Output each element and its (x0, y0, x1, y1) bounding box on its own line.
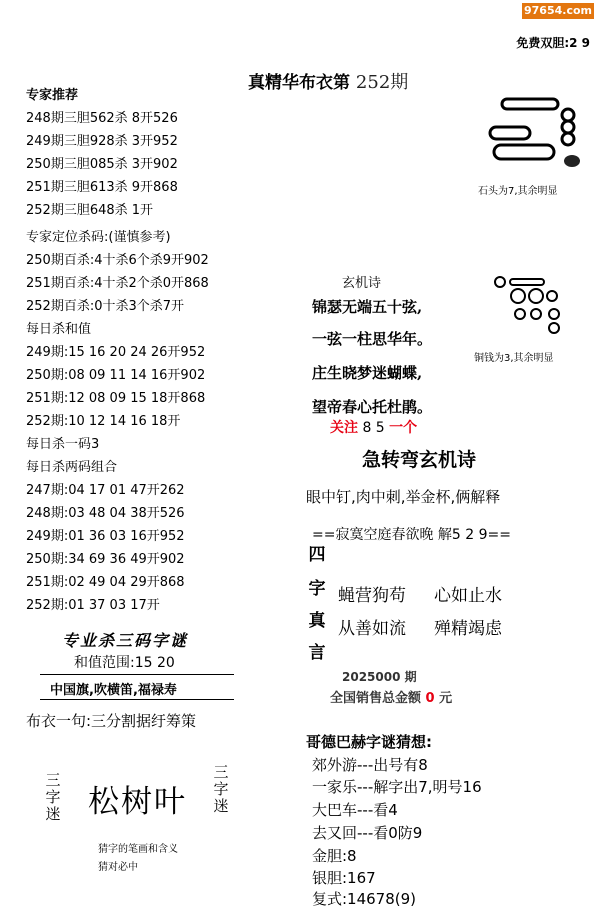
riddle-left-char: 字 (45, 788, 61, 806)
goldbach-line: 去又回---看0防9 (312, 824, 423, 842)
poem-line: 一弦一柱思华年。 (312, 330, 433, 348)
free-double-label: 免费双胆:2 9 (516, 36, 590, 50)
daily-two-line: 247期:04 17 01 47开262 (26, 483, 185, 498)
riddle-hint: 猜字的笔画和含义 (98, 844, 178, 855)
riddle-word: 松树叶 (88, 784, 187, 820)
title-period: 252期 (355, 72, 409, 93)
stone-picture (482, 93, 582, 175)
riddle-right-char: 三 (213, 763, 229, 781)
poem-line: 庄生晓梦迷蝴蝶, (312, 364, 423, 382)
xuanji-header: 玄机诗 (342, 276, 382, 291)
focus-numbers: 8 5 (362, 420, 385, 436)
sales-amount: 0 (425, 691, 435, 706)
riddle-right-char: 字 (213, 780, 229, 798)
poem-line: 望帝春心托杜鹃。 (312, 398, 433, 416)
position-kill-section (26, 226, 209, 617)
position-kill-line: 251期百杀:4十杀2个杀0开868 (26, 276, 209, 291)
coin-drawing (490, 272, 566, 342)
daily-two-header: 每日杀两码组合 (26, 460, 118, 475)
buyi-sentence: 布衣一句:三分割据纡筹策 (26, 712, 197, 730)
daily-sum-line: 249期:15 16 20 24 26开952 (26, 345, 206, 360)
stone-caption: 石头为7,其余明显 (478, 186, 558, 197)
riddle-left-char: 迷 (45, 805, 61, 823)
expert-line: 252期三胆648杀 1开 (26, 203, 154, 218)
sharp-turn-answer: ==寂寞空庭春欲晚 解5 2 9== (312, 527, 511, 543)
divider (40, 674, 234, 675)
position-kill-line: 252期百杀:0十杀3个杀7开 (26, 299, 185, 314)
focus-suffix: 一个 (389, 420, 418, 436)
daily-two-line: 249期:01 36 03 16开952 (26, 529, 185, 544)
daily-sum-line: 252期:10 12 14 16 18开 (26, 414, 181, 429)
goldbach-line: 复式:14678(9) (312, 890, 417, 908)
sum-range: 和值范围:15 20 (74, 655, 175, 671)
sharp-turn-line: 眼中钉,肉中刺,举金杯,俩解释 (306, 488, 501, 506)
goldbach-line: 一家乐---解字出7,明号16 (312, 778, 482, 796)
daily-sum-line: 250期:08 09 11 14 16开902 (26, 368, 206, 383)
four-char-vertical: 真 (308, 611, 326, 631)
position-kill-header: 专家定位杀码:(谨慎参考) (26, 230, 171, 245)
daily-sum-line: 251期:12 08 09 15 18开868 (26, 391, 206, 406)
pro-kill-title: 专业杀三码字谜 (62, 631, 189, 650)
sales-total (330, 687, 452, 706)
four-char-vertical: 四 (308, 545, 326, 565)
sales-period: 2025000 期 (342, 670, 417, 684)
daily-two-line: 250期:34 69 36 49开902 (26, 552, 185, 567)
daily-one-code: 每日杀一码3 (26, 437, 100, 452)
pro-kill-phrase: 中国旗,吹横笛,福禄寿 (50, 683, 177, 698)
riddle-hint: 猜对必中 (98, 862, 138, 873)
poem-line: 锦瑟无端五十弦, (312, 298, 423, 316)
expert-line: 249期三胆928杀 3开952 (26, 134, 178, 149)
site-watermark: 97654.com (524, 4, 592, 17)
sales-label: 全国销售总金额 (330, 691, 422, 706)
four-char-vertical: 字 (308, 579, 326, 599)
four-char-vertical: 言 (308, 643, 326, 663)
goldbach-line: 大巴车---看4 (312, 801, 398, 819)
expert-line: 248期三胆562杀 8开526 (26, 111, 178, 126)
daily-two-line: 252期:01 37 03 17开 (26, 598, 160, 613)
goldbach-line: 金胆:8 (312, 847, 357, 865)
riddle-left-char: 三 (45, 771, 61, 789)
title-text: 真精华布衣第 (248, 73, 350, 93)
riddle-right-char: 迷 (213, 797, 229, 815)
four-char-phrase: 从善如流 (338, 619, 406, 639)
coin-picture (490, 272, 566, 342)
daily-two-line: 251期:02 49 04 29开868 (26, 575, 185, 590)
goldbach-line: 郊外游---出号有8 (312, 756, 428, 774)
expert-recommend-section (26, 84, 178, 222)
position-kill-line: 250期百杀:4十杀6个杀9开902 (26, 253, 209, 268)
goldbach-line: 银胆:167 (312, 869, 376, 887)
page-title (248, 68, 408, 94)
sharp-turn-title: 急转弯玄机诗 (362, 449, 477, 471)
expert-recommend-header: 专家推荐 (26, 88, 79, 103)
expert-line: 251期三胆613杀 9开868 (26, 180, 178, 195)
four-char-phrase: 心如止水 (434, 586, 502, 606)
coin-caption: 铜钱为3,其余明显 (474, 353, 554, 364)
expert-line: 250期三胆085杀 3开902 (26, 157, 178, 172)
sales-unit: 元 (439, 691, 453, 706)
daily-two-line: 248期:03 48 04 38开526 (26, 506, 185, 521)
daily-sum-header: 每日杀和值 (26, 322, 92, 337)
four-char-phrase: 蝇营狗苟 (338, 586, 406, 606)
four-char-phrase: 殚精竭虑 (434, 619, 502, 639)
focus-prefix: 关注 (330, 420, 358, 436)
stone-drawing (482, 93, 582, 175)
goldbach-title: 哥德巴赫字谜猜想: (306, 733, 432, 751)
divider (40, 699, 234, 700)
focus-line (330, 417, 417, 437)
